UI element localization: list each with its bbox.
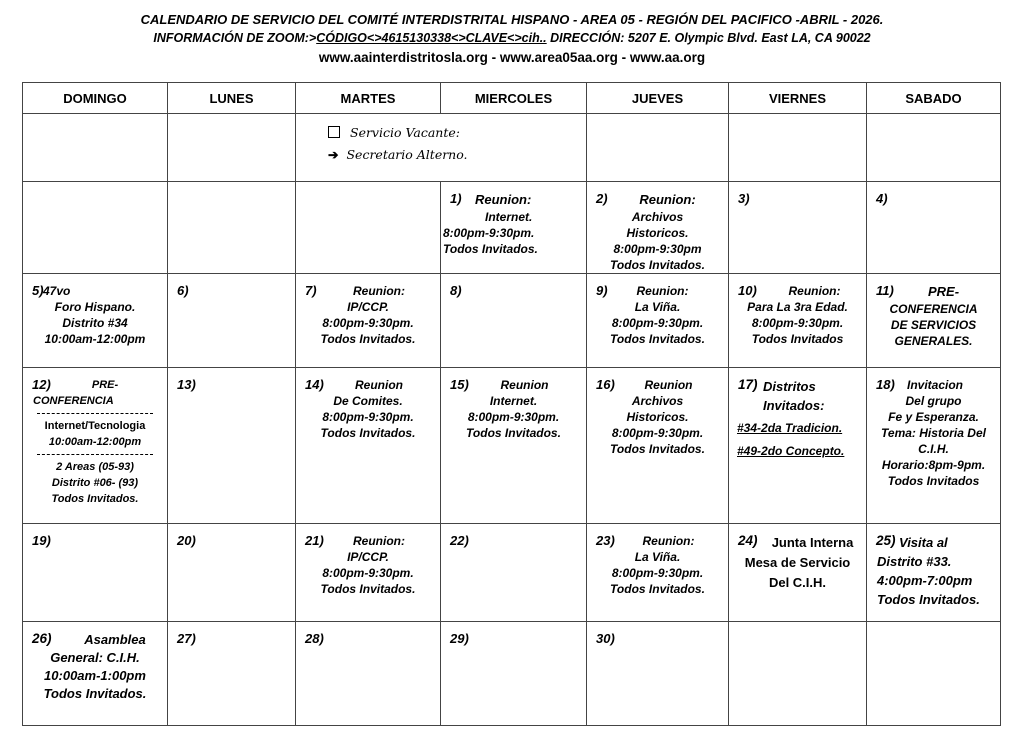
event-line: 8:00pm-9:30pm. [322,410,414,424]
weekday-martes: MARTES [296,83,441,114]
event-line: C.I.H. [918,442,949,456]
event-line: Todos Invitados. [610,442,705,456]
day-number: 24) [738,533,758,548]
event-line: Para La 3ra Edad. [747,300,848,314]
event-line: Reunion [644,378,693,392]
day-cell-18 [867,368,1001,524]
event-line: 8:00pm-9:30pm. [611,316,704,330]
event-line: Reunion [355,378,403,392]
event-line: Fe y Esperanza. [888,410,979,424]
day-cell-9 [587,274,729,368]
event-line: Reunion: [642,534,695,548]
event-line: Mesa de Servicio [744,555,851,570]
day-cell-26 [23,622,168,726]
event-line: Invitacion [907,378,964,392]
day-number: 1) [450,191,462,206]
event-line: GENERALES. [894,334,973,348]
event-line: IP/CCP. [347,550,389,564]
day-cell-7 [296,274,441,368]
event-line: 10:00am-1:00pm [44,668,146,683]
week-row [23,368,1001,524]
event-line: Reunion: [475,192,532,207]
day-number: 18) [876,377,895,392]
event-text [23,274,167,347]
day-cell-3 [729,182,867,274]
day-cell-16 [587,368,729,524]
event-line: CONFERENCIA [889,302,978,316]
event-line: PRE- [927,284,960,299]
day-cell-25 [867,524,1001,622]
event-line: #49-2do Concepto. [737,444,845,458]
day-number: 21) [305,533,324,548]
event-line: IP/CCP. [347,300,389,314]
day-cell-27 [168,622,296,726]
event-line: Visita al [899,535,948,550]
weekday-header-row [23,83,1001,114]
legend-empty-cell [23,114,168,182]
event-line: 8:00pm-9:30pm. [611,566,704,580]
day-cell-empty [296,182,441,274]
day-cell-17 [729,368,867,524]
day-cell-13 [168,368,296,524]
legend-note [296,114,586,166]
legend-cell [296,114,587,182]
event-line: Archivos [631,210,684,224]
day-cell-2 [587,182,729,274]
event-line: Reunion: [788,284,841,298]
event-line: Reunion: [353,284,405,298]
calendar-grid [22,82,1001,726]
day-cell-8 [441,274,587,368]
alternate-line [328,144,586,166]
event-line: Todos Invitados. [877,592,980,607]
day-cell-6 [168,274,296,368]
day-number: 27) [177,631,196,646]
day-number: 3) [738,191,750,206]
day-number: 5) [32,283,44,298]
week-row [23,524,1001,622]
event-line: Todos Invitados. [320,582,416,596]
day-number: 28) [305,631,324,646]
day-cell-12 [23,368,168,524]
weekday-sabado: SABADO [867,83,1001,114]
event-line: Todos Invitados. [466,426,561,440]
day-number: 19) [32,533,51,548]
event-line: Junta Interna [771,535,854,550]
day-cell-14 [296,368,441,524]
day-cell-empty [729,622,867,726]
event-line: Todos Invitados. [443,242,538,256]
event-line: Todos Invitados. [610,258,705,272]
day-number: 26) [32,631,52,646]
event-line: General: C.I.H. [50,650,140,665]
event-line: 47vo [43,284,71,298]
event-line: Todos Invitados. [320,332,416,346]
checkbox-icon [328,126,340,138]
day-number: 30) [596,631,615,646]
event-text [296,274,440,347]
weekday-lunes: LUNES [168,83,296,114]
day-cell-29 [441,622,587,726]
day-cell-1 [441,182,587,274]
zoom-info [0,29,1024,48]
event-line: La Viña. [634,550,681,564]
event-line: Distrito #34 [62,316,128,330]
day-cell-20 [168,524,296,622]
day-cell-23 [587,524,729,622]
event-line: Reunion: [636,284,689,298]
event-line: Todos Invitados [751,332,844,346]
zoom-code: CÓDIGO<>4615130338<>CLAVE<>cih.. [316,31,547,45]
event-line: Reunion: [353,534,405,548]
day-number: 22) [450,533,469,548]
legend-empty-cell [867,114,1001,182]
event-line: Del grupo [905,394,962,408]
day-number: 10) [738,283,757,298]
event-line: Invitados: [763,398,825,413]
event-line: Internet/Tecnologia [44,420,146,432]
day-number: 13) [177,377,196,392]
day-number: 17) [738,377,758,392]
day-cell-5 [23,274,168,368]
event-line: Todos Invitados. [610,332,705,346]
weekday-jueves: JUEVES [587,83,729,114]
separator [37,454,153,455]
event-line: 4:00pm-7:00pm [877,573,973,588]
event-line: 10:00am-12:00pm [44,332,146,346]
event-line: Distrito #33. [877,554,952,569]
event-line: 10:00am-12:00pm [48,436,142,448]
event-line: Foro Hispano. [54,300,136,314]
calendar-header [0,10,1024,67]
week-row [23,622,1001,726]
day-cell-empty [867,622,1001,726]
week-row [23,274,1001,368]
event-line: 8:00pm-9:30pm. [611,426,704,440]
day-number: 23) [596,533,615,548]
day-cell-24 [729,524,867,622]
arrow-right-icon: ➔ [328,147,339,162]
event-line: Horario:8pm-9pm. [881,458,986,472]
separator [37,413,153,414]
weekday-viernes: VIERNES [729,83,867,114]
day-number: 2) [596,191,608,206]
event-line: Distritos [763,379,816,394]
event-line: 8:00pm-9:30pm [613,242,702,256]
event-line: Todos Invitados. [610,582,705,596]
day-cell-11 [867,274,1001,368]
day-number: 6) [177,283,189,298]
calendar-title: CALENDARIO DE SERVICIO DEL COMITÉ INTERDISTRITAL HISPANO - AREA 05 - REGIÓN DEL PACIFICO -ABRIL - 2026. [140,12,884,27]
day-cell-empty [23,182,168,274]
day-cell-10 [729,274,867,368]
event-line: Reunion [500,378,549,392]
day-number: 25) [876,533,896,548]
event-line: #34-2da Tradicion. [737,421,843,435]
event-line: Internet. [485,210,533,224]
event-line: 8:00pm-9:30pm. [443,226,535,240]
event-line: DE SERVICIOS [890,318,977,332]
event-line: Todos Invitados. [51,493,139,505]
event-line: Historicos. [626,226,689,240]
weekday-domingo: DOMINGO [23,83,168,114]
day-number: 16) [596,377,615,392]
week-row [23,182,1001,274]
event-line: Historicos. [626,410,689,424]
event-line: 8:00pm-9:30pm. [467,410,560,424]
alternate-label: Secretario Alterno. [346,147,468,162]
event-line: 8:00pm-9:30pm. [322,566,414,580]
weekday-miercoles: MIERCOLES [441,83,587,114]
day-number: 8) [450,283,462,298]
event-line: Asamblea [84,632,146,647]
day-cell-empty [168,182,296,274]
day-number: 11) [876,283,894,298]
day-number: 29) [450,631,469,646]
day-cell-4 [867,182,1001,274]
event-text [587,182,728,273]
zoom-address: DIRECCIÓN: 5207 E. Olympic Blvd. East LA, CA 90022 [546,31,871,45]
event-line: Internet. [489,394,538,408]
day-cell-28 [296,622,441,726]
event-text [587,274,728,347]
day-cell-30 [587,622,729,726]
event-line: CONFERENCIA [33,395,114,407]
event-line: 2 Areas (05-93) [56,461,134,473]
legend-empty-cell [168,114,296,182]
event-line: De Comites. [333,394,403,408]
vacant-line [328,122,586,144]
event-line: Archivos [631,394,684,408]
day-number: 12) [32,377,51,392]
legend-row [23,114,1001,182]
day-cell-15 [441,368,587,524]
websites: www.aainterdistritosla.org - www.area05aa.org - www.aa.org [318,50,706,65]
day-cell-21 [296,524,441,622]
event-line: Todos Invitados [887,474,980,488]
day-cell-22 [441,524,587,622]
day-number: 20) [177,533,196,548]
zoom-prefix: INFORMACIÓN DE ZOOM:> [153,31,317,45]
event-line: Tema: Historia Del [881,426,986,440]
legend-empty-cell [587,114,729,182]
day-number: 14) [305,377,324,392]
event-line: Todos Invitados. [320,426,416,440]
event-line: Del C.I.H. [768,575,827,590]
day-number: 9) [596,283,608,298]
event-line: Distrito #06- (93) [51,477,139,489]
event-line: 8:00pm-9:30pm. [751,316,844,330]
day-number: 4) [876,191,888,206]
event-line: Todos Invitados. [43,686,147,701]
event-line: Reunion: [639,192,696,207]
day-cell-19 [23,524,168,622]
legend-empty-cell [729,114,867,182]
event-line: 8:00pm-9:30pm. [322,316,414,330]
day-number: 7) [305,283,317,298]
vacant-label: Servicio Vacante: [350,125,460,140]
event-text [441,182,586,257]
event-line: La Viña. [634,300,681,314]
event-line: PRE- [91,379,119,391]
day-number: 15) [450,377,469,392]
